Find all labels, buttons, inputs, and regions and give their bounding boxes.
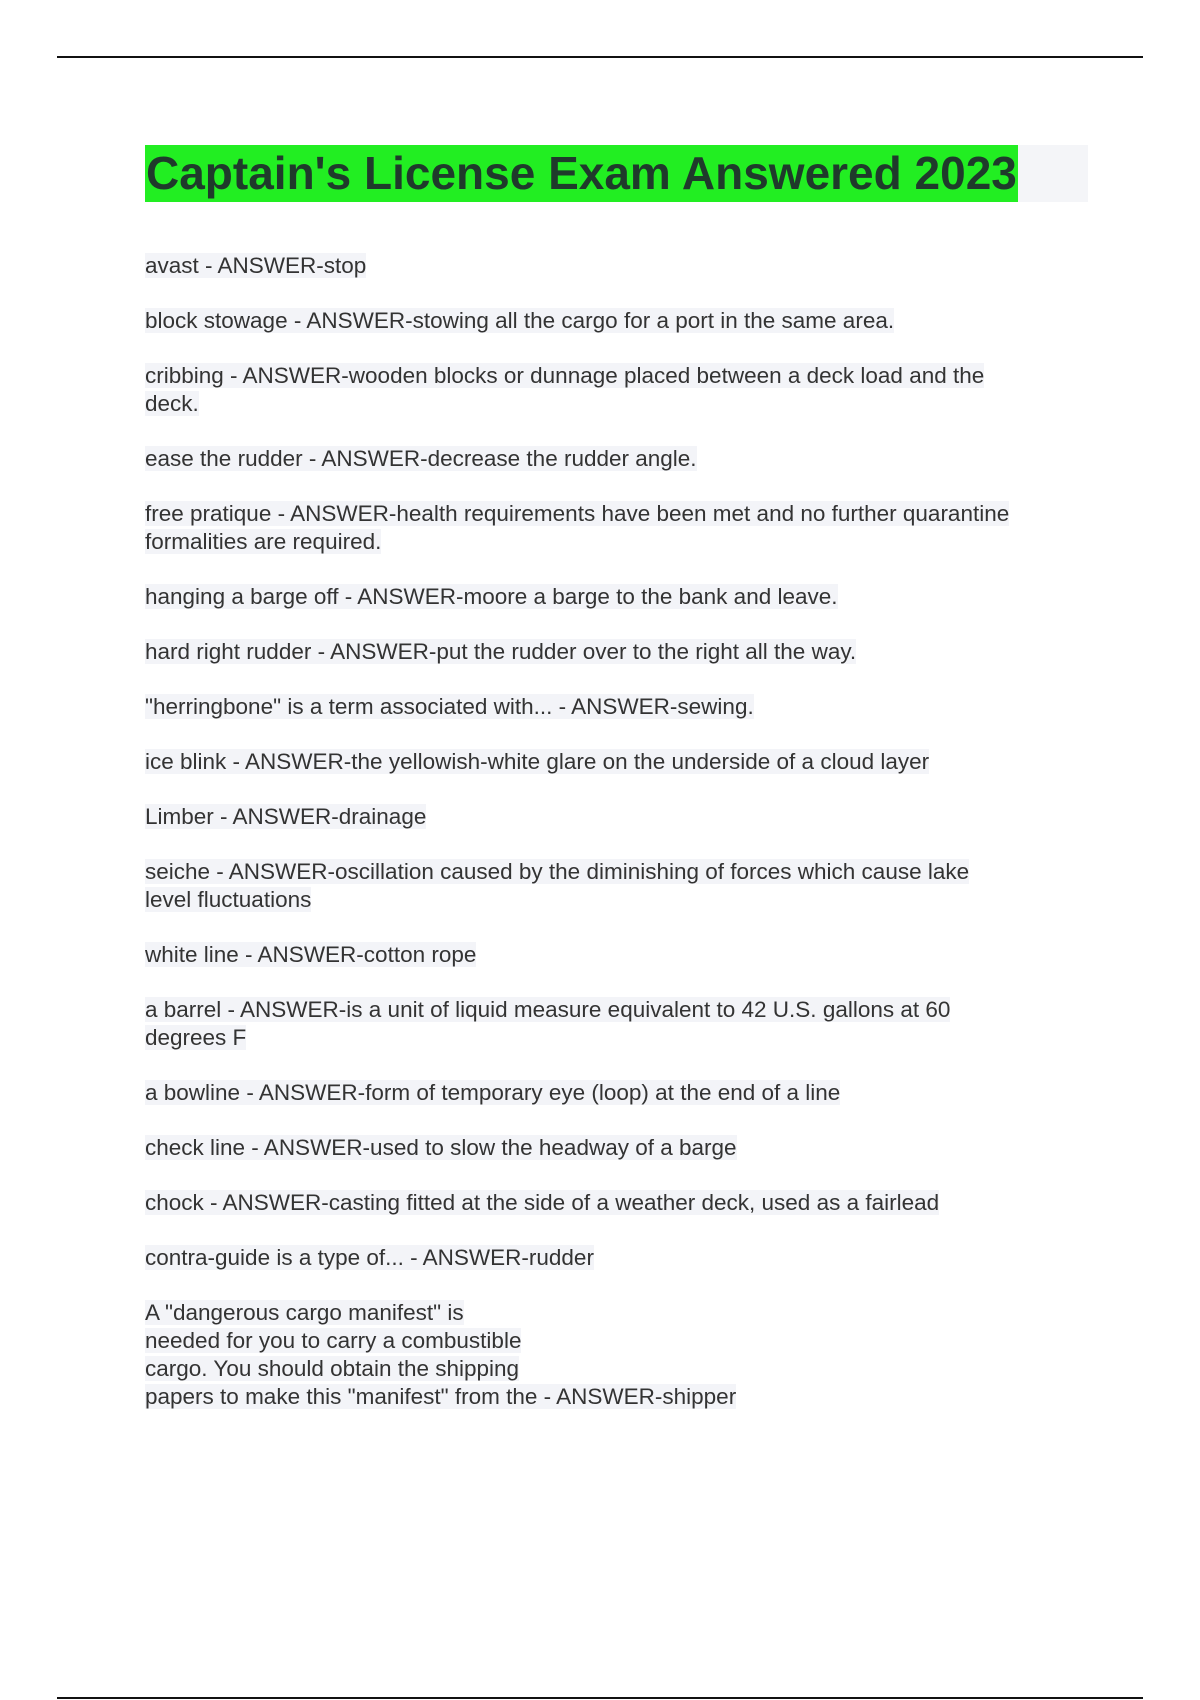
qa-item: [145, 1244, 1085, 1272]
qa-text: ice blink - ANSWER-the yellowish-white glare on the underside of a cloud layer: [145, 749, 930, 774]
qa-text: block stowage - ANSWER-stowing all the cargo for a port in the same area.: [145, 308, 895, 333]
qa-item: [145, 1299, 1085, 1411]
qa-item: [145, 583, 1085, 611]
qa-item: [145, 748, 1085, 776]
qa-text: A "dangerous cargo manifest" is needed for you to carry a combustible cargo. You should obtain the shipping papers to make this "manifest" from the - ANSWER-shipper: [145, 1300, 737, 1409]
qa-text: hanging a barge off - ANSWER-moore a barge to the bank and leave.: [145, 584, 838, 609]
qa-text: contra-guide is a type of... - ANSWER-rudder: [145, 1245, 594, 1270]
qa-text: cribbing - ANSWER-wooden blocks or dunnage placed between a deck load and the deck.: [145, 363, 985, 416]
qa-text: check line - ANSWER-used to slow the headway of a barge: [145, 1135, 737, 1160]
qa-item: [145, 1079, 1085, 1107]
qa-text: a bowline - ANSWER-form of temporary eye (loop) at the end of a line: [145, 1080, 841, 1105]
qa-text: "herringbone" is a term associated with... - ANSWER-sewing.: [145, 694, 754, 719]
qa-text: Limber - ANSWER-drainage: [145, 804, 427, 829]
qa-text: ease the rudder - ANSWER-decrease the rudder angle.: [145, 446, 697, 471]
qa-text: hard right rudder - ANSWER-put the rudder over to the right all the way.: [145, 639, 857, 664]
qa-item: [145, 941, 1085, 969]
qa-item: [145, 445, 1085, 473]
qa-item: [145, 500, 1085, 556]
qa-item: [145, 1189, 1085, 1217]
qa-item: [145, 996, 1085, 1052]
title-block: [145, 145, 1088, 202]
qa-item: [145, 693, 1085, 721]
top-rule: [57, 56, 1143, 58]
qa-item: [145, 1134, 1085, 1162]
qa-list: [145, 252, 1085, 1438]
qa-text: seiche - ANSWER-oscillation caused by the diminishing of forces which cause lake level fluctuations: [145, 859, 970, 912]
qa-text: white line - ANSWER-cotton rope: [145, 942, 477, 967]
bottom-rule: [57, 1697, 1143, 1699]
qa-text: chock - ANSWER-casting fitted at the side of a weather deck, used as a fairlead: [145, 1190, 940, 1215]
qa-text: a barrel - ANSWER-is a unit of liquid measure equivalent to 42 U.S. gallons at 60 degrees F: [145, 997, 951, 1050]
document-title: Captain's License Exam Answered 2023: [145, 145, 1018, 202]
qa-text: free pratique - ANSWER-health requirements have been met and no further quarantine formalities are required.: [145, 501, 1010, 554]
qa-item: [145, 803, 1085, 831]
qa-text: avast - ANSWER-stop: [145, 253, 367, 278]
qa-item: [145, 362, 1085, 418]
qa-item: [145, 858, 1085, 914]
qa-item: [145, 638, 1085, 666]
qa-item: [145, 307, 1085, 335]
qa-item: [145, 252, 1085, 280]
